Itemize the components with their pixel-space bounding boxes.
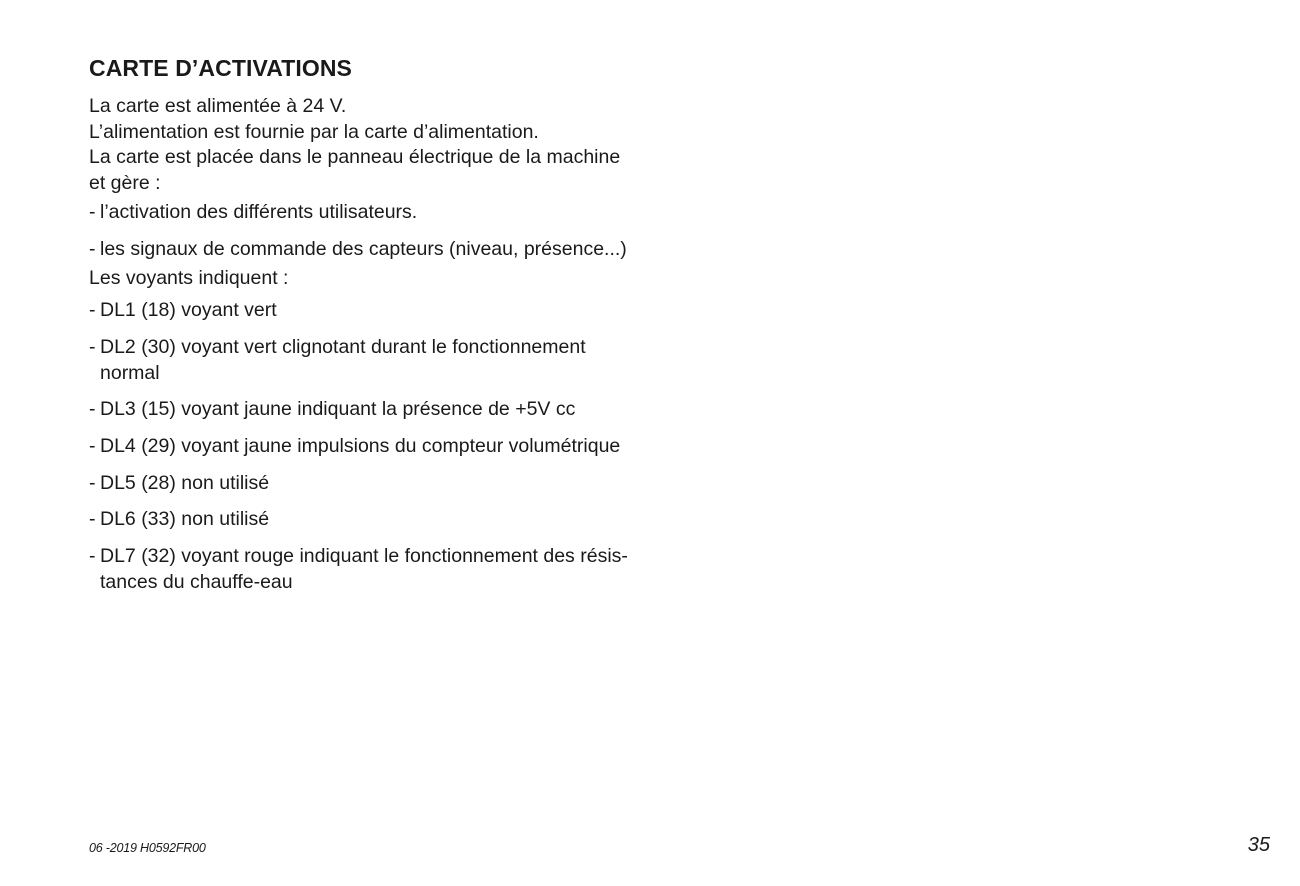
led-item [89,298,679,324]
intro-line: L’alimentation est fournie par la carte d’alimentation. [89,120,539,143]
intro-line: La carte est placée dans le panneau électrique de la machine [89,146,621,168]
led-item [89,471,679,497]
bullet-dash: - [89,201,96,223]
function-item [89,237,679,263]
intro-line: et gère : [89,171,161,194]
bullet-dash: - [89,472,96,494]
led-item [89,544,664,595]
intro-paragraph [89,94,679,196]
led-text: DL1 (18) voyant vert [100,299,277,321]
function-text: l’activation des différents utilisateurs. [100,201,418,223]
bullet-dash: - [89,336,96,358]
bullet-dash: - [89,508,96,530]
led-item [89,397,679,423]
led-item [89,434,679,460]
bullet-dash: - [89,299,96,321]
led-text: DL2 (30) voyant vert clignotant durant le fonctionnement normal [100,336,586,384]
led-text: DL7 (32) voyant rouge indiquant le fonctionnement des résis-tances du chauffe-eau [100,545,628,593]
function-item [89,200,679,226]
bullet-dash: - [89,238,96,260]
bullet-dash: - [89,435,96,457]
led-text: DL3 (15) voyant jaune indiquant la présence de +5V cc [100,398,576,420]
bullet-dash: - [89,545,96,567]
led-text: DL4 (29) voyant jaune impulsions du compteur volumétrique [100,435,621,457]
intro-line: La carte est alimentée à 24 V. [89,95,347,117]
page-number: 35 [1247,834,1270,856]
led-item [89,335,634,386]
page-title: CARTE D’ACTIVATIONS [89,55,352,81]
led-text: DL5 (28) non utilisé [100,472,270,494]
bullet-dash: - [89,398,96,420]
led-item [89,507,679,533]
leds-intro: Les voyants indiquent : [89,267,289,289]
function-text: les signaux de commande des capteurs (niveau, présence...) [100,238,627,260]
led-text: DL6 (33) non utilisé [100,508,270,530]
document-code: 06 -2019 H0592FR00 [89,841,206,855]
